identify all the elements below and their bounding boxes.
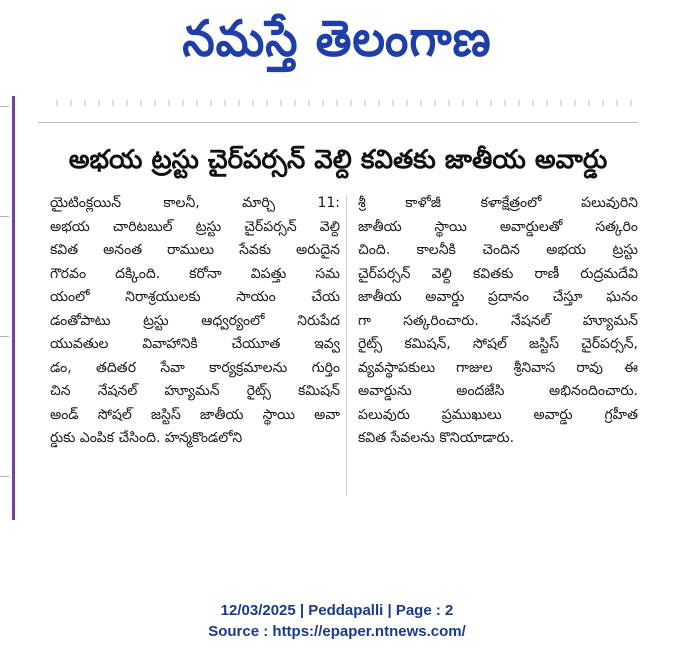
text-line: కవిత అనంత రాములు సేవకు అరుదైన: [50, 242, 340, 258]
text-line: శ్రీ కాళోజీ కళాక్షేత్రంలో పలువురిని: [358, 195, 638, 211]
text-line: జాతీయ అవార్డు ప్రదానం చేస్తూ ఘనం: [358, 289, 638, 305]
strip-rule: [0, 476, 9, 477]
text-line: చింది. కాలనీకి చెందిన అభయ ట్రస్టు: [358, 242, 638, 258]
strip-rule: [0, 216, 9, 217]
text-line: వ్యవస్థాపకులు గాజుల శ్రీనివాస రావు ఈ: [358, 359, 638, 376]
text-line: రైట్స్ కమిషన్, సోషల్ జస్టిస్ చైర్‌పర్సన్,: [358, 336, 638, 352]
article-headline: అభయ ట్రస్టు చైర్‌పర్సన్ వెల్ది కవితకు జాతీయ అవార్డు: [68, 145, 608, 175]
text-line: ర్డుకు ఎంపిక చేసింది. హన్మకొండలోని: [50, 430, 243, 446]
column-divider: [346, 195, 347, 495]
masthead: [0, 0, 674, 82]
text-line: డంతోపాటు ట్రస్టు ఆధ్వర్యంలో నిరుపేద: [50, 312, 340, 329]
text-line: యువతుల వివాహానికి చేయూత ఇవ్వ: [50, 336, 340, 352]
footer-source: Source : https://epaper.ntnews.com/: [208, 623, 466, 640]
text-line: యైటింక్లయిన్ కాలనీ, మార్చి 11:: [50, 195, 340, 211]
text-line: గా సత్కరించారు. నేషనల్ హ్యూమన్: [358, 312, 638, 329]
headline-top-rule: [38, 122, 638, 123]
text-line: జాతీయ స్థాయి అవార్డులతో సత్కరిం: [358, 218, 638, 235]
article-column-left: [50, 192, 340, 451]
text-line: అండ్ సోషల్ జస్టిస్ జాతీయ స్థాయి అవా: [50, 406, 340, 423]
text-line: పలువురు ప్రముఖులు అవార్డు గ్రహీత: [358, 406, 638, 423]
text-line: చిన నేషనల్ హ్యూమన్ రైట్స్ కమిషన్: [50, 383, 340, 399]
footer-dateline: 12/03/2025 | Peddapalli | Page : 2: [220, 602, 454, 619]
strip-rule: [0, 336, 9, 337]
article-column-right: [358, 192, 638, 451]
text-line: డం, తదితర సేవా కార్యక్రమాలను గుర్తిం: [50, 359, 340, 376]
text-line: అవార్డును అందజేసి అభినందించారు.: [358, 383, 638, 399]
adjacent-page-edge: [0, 96, 15, 520]
strip-rule: [0, 106, 9, 107]
text-line: చైర్‌పర్సన్ వెల్ది కవితకు రాణీ రుద్రమదేవి: [358, 265, 638, 282]
bleed-through-text: [56, 100, 636, 106]
newspaper-logo: నమస్తే తెలంగాణ: [182, 8, 492, 68]
text-line: గౌరవం దక్కింది. కరోనా విపత్తు సమ: [50, 265, 340, 282]
text-line: యంలో నిరాశ్రయులకు సాయం చేయ: [50, 289, 340, 305]
text-line: అభయ చారిటబుల్ ట్రస్టు చైర్‌పర్సన్ వెల్ది: [50, 218, 340, 235]
text-line: కవిత సేవలను కొనియాడారు.: [358, 430, 515, 446]
page-footer: [0, 600, 674, 642]
